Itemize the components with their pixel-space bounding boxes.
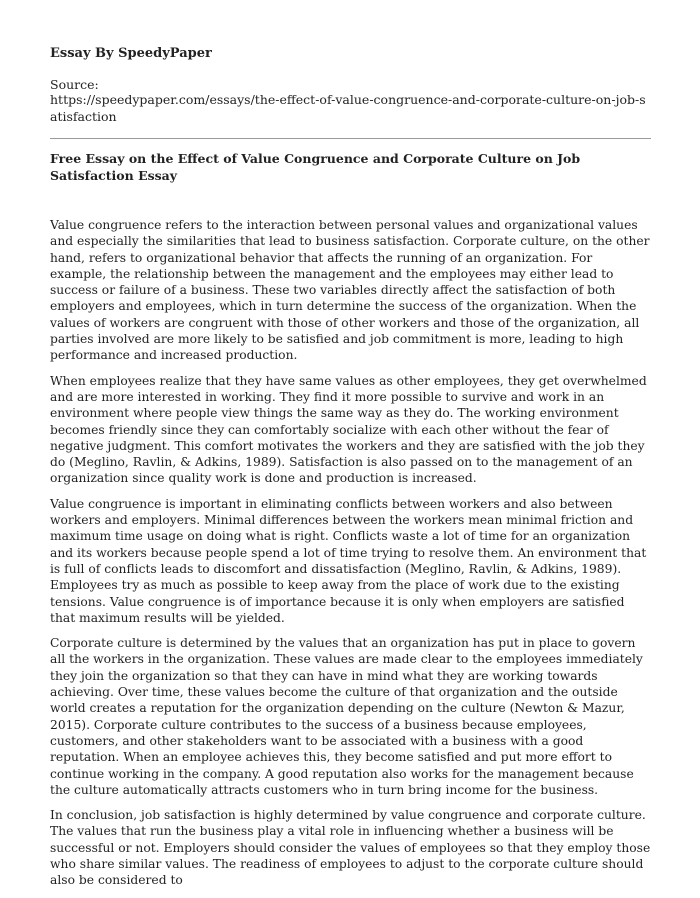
site-title: Essay By SpeedyPaper <box>50 46 212 61</box>
paragraph-5: In conclusion, job satisfaction is highly determined by value congruence and corporate culture. The values that run the business play a vital role in influencing whether a business will be successful or not. Employers should consider the values of employees so that they employ those who share similar values. The readiness of employees to adjust to the corporate culture should also be considered to <box>50 808 651 888</box>
source-label: Source: <box>50 77 99 92</box>
paragraph-4: Corporate culture is determined by the values that an organization has put in place to govern all the workers in the organization. These values are made clear to the employees immediately they join the organization so that they can have in mind what they are working towards achieving. Over time, these values become the culture of that organization and the outside world creates a reputation for the organization depending on the culture (Newton & Mazur, 2015). Corporate culture contributes to the success of a business because employees, customers, and other stakeholders want to be associated with a business with a good reputation. When an employee achieves this, they become satisfied and put more effort to continue working in the company. A good reputation also works for the management because the culture automatically attracts customers who in turn bring income for the business. <box>50 636 643 797</box>
essay-body <box>50 217 651 898</box>
essay-title: Free Essay on the Effect of Value Congruence and Corporate Culture on Job Satisfaction Essay <box>50 151 581 183</box>
paragraph-3: Value congruence is important in eliminating conflicts between workers and also between workers and employers. Minimal differences between the workers mean minimal friction and maximum time usage on doing what is right. Conflicts waste a lot of time for an organization and its workers because people spend a lot of time trying to resolve them. An environment that is full of conflicts leads to discomfort and dissatisfaction (Meglino, Ravlin, & Adkins, 1989). Employees try as much as possible to keep away from the place of work due to the existing tensions. Value congruence is of importance because it is only when employers are satisfied that maximum results will be yielded. <box>50 496 647 625</box>
paragraph-1: Value congruence refers to the interaction between personal values and organizational values and especially the similarities that lead to business satisfaction. Corporate culture, on the other hand, refers to organizational behavior that affects the running of an organization. For example, the relationship between the management and the employees may either lead to success or failure of a business. These two variables directly affect the satisfaction of both employers and employees, which in turn determine the success of the organization. When the values of workers are congruent with those of other workers and those of the organization, all parties involved are more likely to be satisfied and job commitment is more, leading to high performance and increased production. <box>50 218 650 363</box>
source-link[interactable]: https://speedypaper.com/essays/the-effect-of-value-congruence-and-corporate-culture-on-job-satisfaction <box>50 92 646 124</box>
header-divider <box>50 138 651 139</box>
paragraph-2: When employees realize that they have same values as other employees, they get overwhelmed and are more interested in working. They find it more possible to survive and work in an environment where people view things the same way as they do. The working environment becomes friendly since they can comfortably socialize with each other without the fear of negative judgment. This comfort motivates the workers and they are satisfied with the job they do (Meglino, Ravlin, & Adkins, 1989). Satisfaction is also passed on to the management of an organization since quality work is done and production is increased. <box>50 373 647 486</box>
